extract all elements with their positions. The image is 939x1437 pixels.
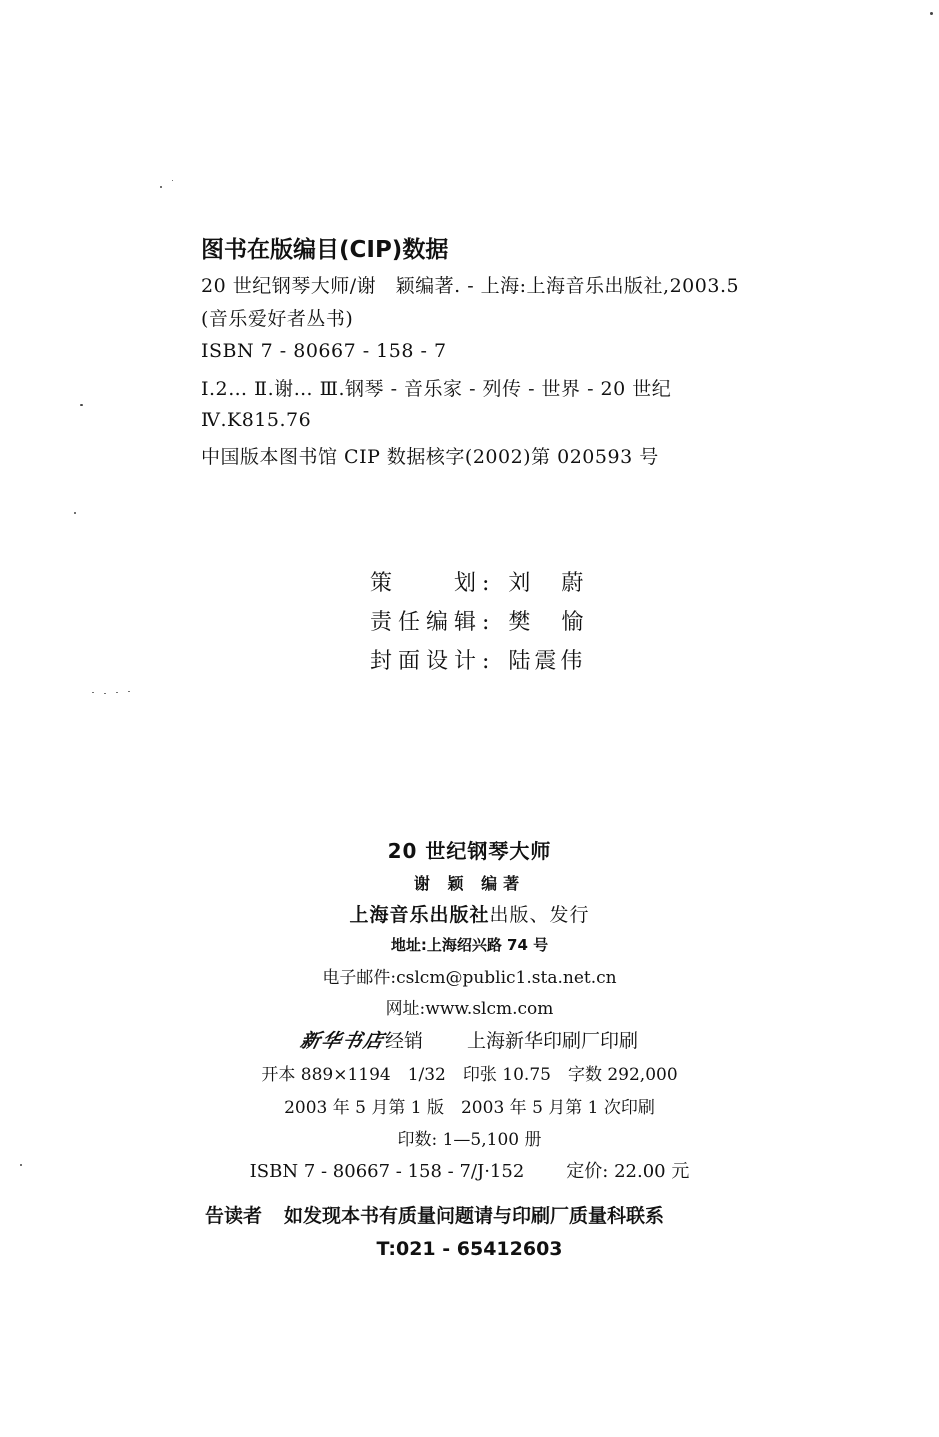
staff-role: 责任编辑: [370,610,496,635]
notice-label: 告读者 [205,1205,263,1227]
distribution-line [0,1026,939,1053]
scan-speck [104,693,106,694]
book-author: 谢 颖 编著 [413,874,526,893]
publisher-name: 上海音乐出版社 [349,904,490,926]
scan-speck [92,692,94,693]
cip-heading: 图书在版编目(CIP)数据 [201,237,449,263]
notice-text: 如发现本书有质量问题请与印刷厂质量科联系 [284,1205,665,1227]
scan-speck [160,186,162,188]
publisher-line [0,900,939,927]
price: 定价: 22.00 元 [566,1161,690,1182]
print-run: 印数: 1—5,100 册 [397,1130,542,1150]
scan-speck [20,1164,22,1166]
staff-row-cover-designer [370,644,586,675]
book-specs: 开本 889×1194 1/32 印张 10.75 字数 292,000 [261,1065,678,1085]
reader-notice [205,1201,664,1228]
distributor-suffix: 经销 [384,1030,423,1052]
isbn-price-line [0,1157,939,1183]
staff-role: 策 划: [370,571,496,596]
printer: 上海新华印刷厂印刷 [467,1030,639,1052]
staff-name: 樊 愉 [508,610,596,635]
staff-row-planner [370,566,595,597]
cip-line-title: 20 世纪钢琴大师/谢 颖编著. - 上海:上海音乐出版社,2003.5 [201,275,740,297]
scan-speck [116,692,118,693]
scan-speck [74,512,76,514]
staff-row-editor [370,605,595,636]
staff-role: 封面设计: [370,649,496,674]
publisher-email: 电子邮件:cslcm@public1.sta.net.cn [322,968,617,988]
scan-speck [80,404,83,406]
scan-speck [128,691,130,692]
quality-phone: T:021 - 65412603 [376,1238,563,1260]
cip-line-subjects: Ⅰ.2… Ⅱ.谢… Ⅲ.钢琴 - 音乐家 - 列传 - 世界 - 20 世纪 [201,378,672,400]
cip-line-series: (音乐爱好者丛书) [201,308,354,330]
cip-line-verification: 中国版本图书馆 CIP 数据核字(2002)第 020593 号 [201,446,659,468]
xinhua-bookstore-logo: 新华书店 [298,1030,388,1052]
edition-info: 2003 年 5 月第 1 版 2003 年 5 月第 1 次印刷 [284,1098,655,1118]
book-title: 20 世纪钢琴大师 [387,839,552,863]
publisher-website: 网址:www.slcm.com [385,999,554,1019]
scan-speck [172,180,173,181]
full-isbn: ISBN 7 - 80667 - 158 - 7/J·152 [249,1161,525,1182]
publisher-suffix: 出版、发行 [489,904,590,926]
cip-line-classification: Ⅳ.K815.76 [201,409,312,431]
cip-line-isbn: ISBN 7 - 80667 - 158 - 7 [201,340,447,362]
scan-speck [930,12,933,15]
staff-name: 刘 蔚 [508,571,596,596]
publisher-address: 地址:上海绍兴路 74 号 [390,936,549,954]
staff-name: 陆震伟 [508,649,587,674]
